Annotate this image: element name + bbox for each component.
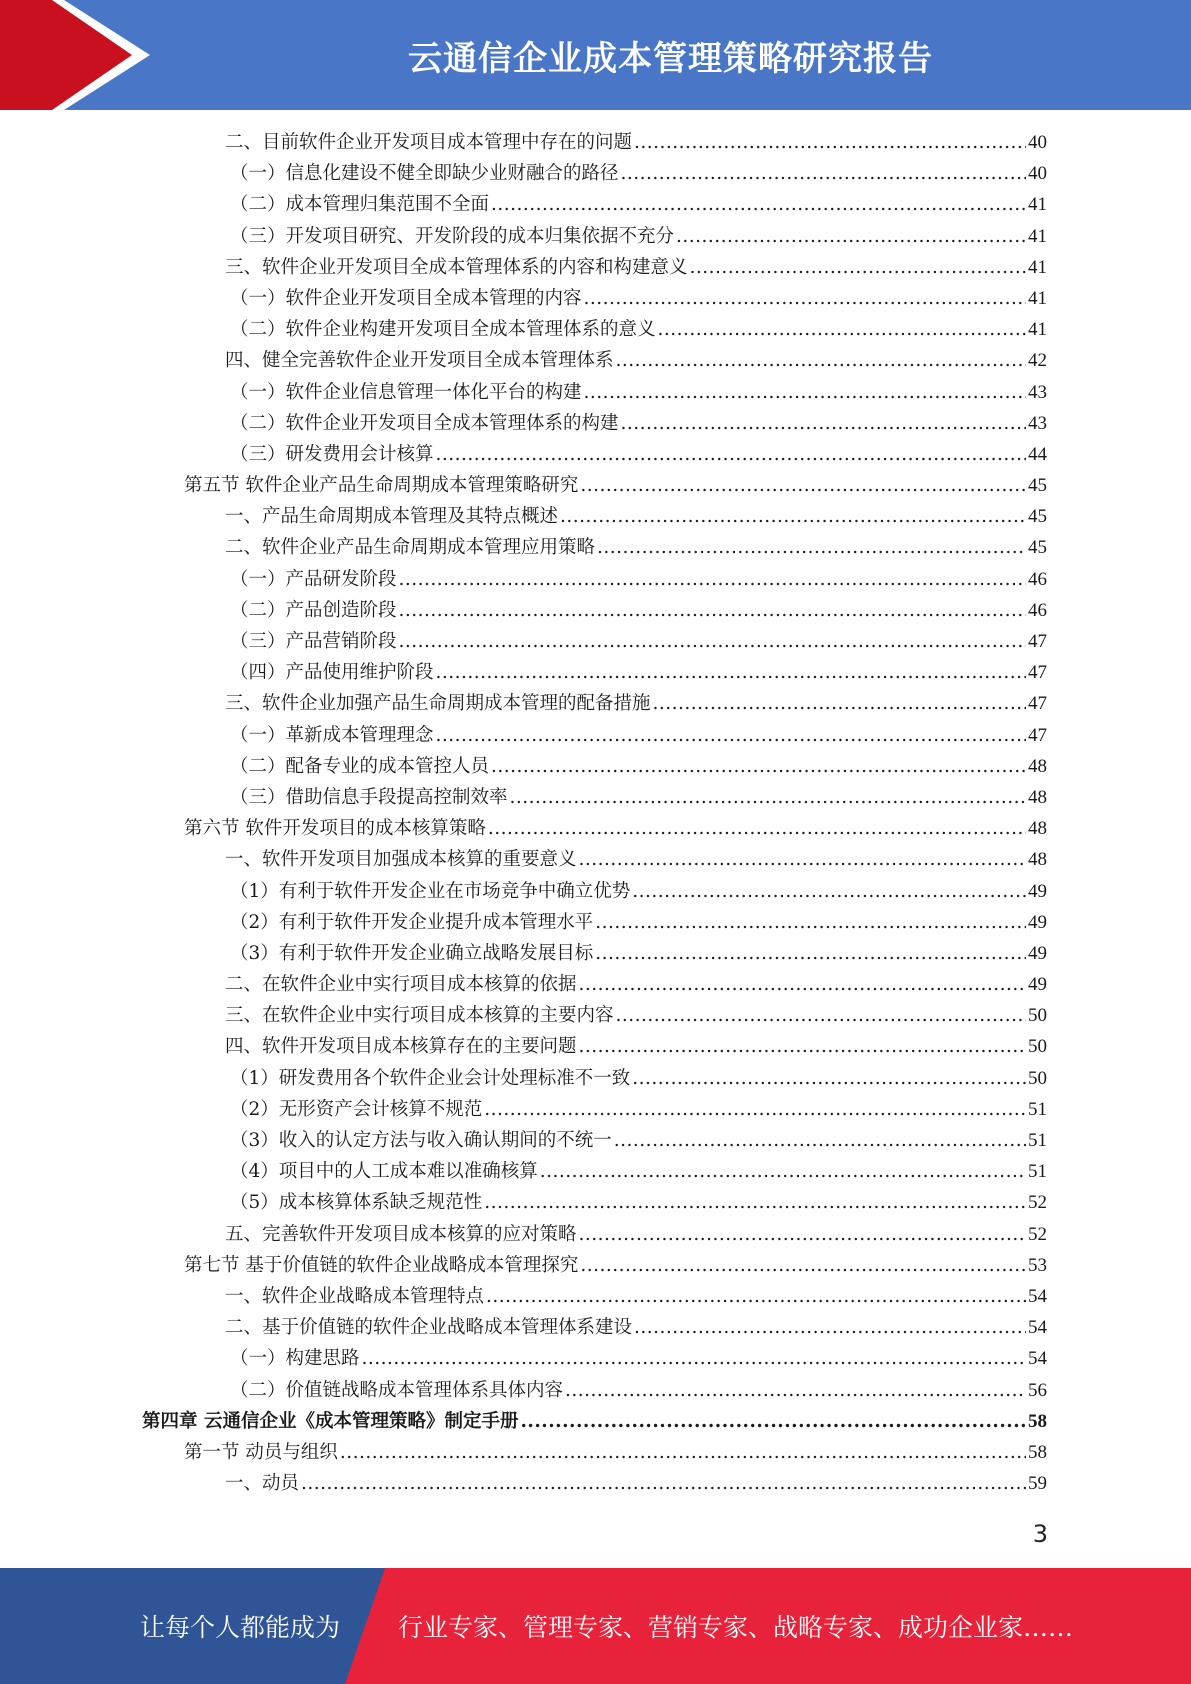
toc-entry-page: 54 xyxy=(1028,1317,1047,1339)
toc-entry-page: 54 xyxy=(1028,1285,1047,1307)
toc-entry[interactable] xyxy=(142,378,1047,409)
toc-entry-page: 58 xyxy=(1028,1410,1047,1432)
toc-entry-page: 49 xyxy=(1028,942,1047,964)
toc-entry-label: （二）产品创造阶段 xyxy=(230,599,397,621)
toc-entry[interactable] xyxy=(142,689,1047,720)
toc-entry[interactable] xyxy=(142,471,1047,502)
toc-dot-leader xyxy=(634,132,1026,153)
toc-dot-leader xyxy=(340,1442,1026,1463)
toc-entry-page: 40 xyxy=(1028,163,1047,185)
toc-entry[interactable] xyxy=(142,596,1047,627)
toc-entry[interactable] xyxy=(142,1126,1047,1157)
toc-dot-leader xyxy=(653,693,1026,714)
toc-entry-label: 一、软件企业战略成本管理特点 xyxy=(225,1285,485,1307)
toc-entry[interactable] xyxy=(142,253,1047,284)
toc-entry-page: 44 xyxy=(1028,443,1047,465)
toc-entry-page: 48 xyxy=(1028,849,1047,871)
toc-entry[interactable] xyxy=(142,877,1047,908)
toc-entry[interactable] xyxy=(142,1095,1047,1126)
toc-entry-page: 49 xyxy=(1028,911,1047,933)
toc-entry-label: 二、在软件企业中实行项目成本核算的依据 xyxy=(225,974,577,996)
toc-entry[interactable] xyxy=(142,721,1047,752)
toc-entry[interactable] xyxy=(142,533,1047,564)
toc-dot-leader xyxy=(399,569,1026,590)
toc-entry-page: 42 xyxy=(1028,350,1047,372)
toc-entry-page: 46 xyxy=(1028,568,1047,590)
toc-dot-leader xyxy=(580,1255,1026,1276)
toc-entry[interactable] xyxy=(142,1001,1047,1032)
toc-entry[interactable] xyxy=(142,346,1047,377)
toc-entry-page: 47 xyxy=(1028,693,1047,715)
toc-entry-page: 50 xyxy=(1028,1036,1047,1058)
toc-dot-leader xyxy=(362,1348,1026,1369)
toc-entry[interactable] xyxy=(142,814,1047,845)
toc-entry-label: 一、动员 xyxy=(225,1473,300,1495)
toc-dot-leader xyxy=(580,475,1026,496)
toc-entry-label: 二、软件企业产品生命周期成本管理应用策略 xyxy=(225,537,596,559)
toc-entry[interactable] xyxy=(142,190,1047,221)
toc-dot-leader xyxy=(301,1473,1026,1494)
report-title: 云通信企业成本管理策略研究报告 xyxy=(408,38,933,79)
toc-entry-label: 四、软件开发项目成本核算存在的主要问题 xyxy=(225,1036,577,1058)
toc-dot-leader xyxy=(540,1161,1026,1182)
toc-dot-leader xyxy=(436,444,1026,465)
toc-entry[interactable] xyxy=(142,1188,1047,1219)
toc-entry-label: （三）研发费用会计核算 xyxy=(230,443,434,465)
toc-entry-label: （3）有利于软件开发企业确立战略发展目标 xyxy=(230,942,594,964)
toc-entry-page: 41 xyxy=(1028,194,1047,216)
toc-dot-leader xyxy=(579,849,1026,870)
toc-dot-leader xyxy=(510,787,1026,808)
toc-entry[interactable] xyxy=(142,845,1047,876)
toc-entry[interactable] xyxy=(142,783,1047,814)
toc-entry-label: （4）项目中的人工成本难以准确核算 xyxy=(230,1161,538,1183)
toc-entry-page: 51 xyxy=(1028,1161,1047,1183)
toc-entry-label: （一）革新成本管理理念 xyxy=(230,724,434,746)
toc-entry-label: （三）产品营销阶段 xyxy=(230,631,397,652)
toc-entry-page: 43 xyxy=(1028,381,1047,403)
toc-entry-label: 第五节 软件企业产品生命周期成本管理策略研究 xyxy=(184,475,579,497)
toc-entry-page: 48 xyxy=(1028,818,1047,840)
toc-entry-label: （二）配备专业的成本管控人员 xyxy=(230,755,490,777)
toc-dot-leader xyxy=(565,1380,1026,1401)
toc-entry[interactable] xyxy=(142,1220,1047,1251)
toc-entry[interactable] xyxy=(142,752,1047,783)
toc-dot-leader xyxy=(484,1192,1026,1213)
toc-entry-page: 47 xyxy=(1028,631,1047,652)
toc-entry[interactable] xyxy=(142,1157,1047,1188)
toc-dot-leader xyxy=(579,1036,1026,1057)
toc-dot-leader xyxy=(491,756,1026,777)
toc-entry-page: 52 xyxy=(1028,1192,1047,1214)
toc-entry-label: 三、软件企业加强产品生命周期成本管理的配备措施 xyxy=(225,693,651,715)
toc-entry[interactable] xyxy=(142,627,1047,658)
toc-entry[interactable] xyxy=(142,1032,1047,1063)
toc-entry[interactable] xyxy=(142,222,1047,253)
toc-entry-label: （三）借助信息手段提高控制效率 xyxy=(230,786,508,808)
toc-dot-leader xyxy=(436,662,1026,683)
toc-dot-leader xyxy=(488,818,1026,839)
toc-entry[interactable] xyxy=(142,128,1047,159)
toc-dot-leader xyxy=(520,1411,1026,1432)
toc-entry-page: 41 xyxy=(1028,256,1047,278)
toc-entry[interactable] xyxy=(142,440,1047,471)
toc-dot-leader xyxy=(621,163,1026,184)
toc-entry-page: 59 xyxy=(1028,1473,1047,1495)
toc-entry[interactable] xyxy=(142,1064,1047,1095)
toc-entry[interactable] xyxy=(142,970,1047,1001)
toc-entry[interactable] xyxy=(142,1344,1047,1375)
toc-entry-page: 40 xyxy=(1028,132,1047,153)
toc-entry-page: 48 xyxy=(1028,786,1047,808)
toc-dot-leader xyxy=(690,257,1026,278)
toc-entry-label: （四）产品使用维护阶段 xyxy=(230,662,434,684)
toc-entry-page: 56 xyxy=(1028,1379,1047,1401)
toc-entry[interactable] xyxy=(142,939,1047,970)
toc-entry-page: 41 xyxy=(1028,287,1047,309)
toc-entry-label: 第一节 动员与组织 xyxy=(184,1441,338,1463)
toc-dot-leader xyxy=(634,1317,1026,1338)
toc-entry-label: （一）软件企业开发项目全成本管理的内容 xyxy=(230,287,582,309)
toc-dot-leader xyxy=(579,974,1026,995)
toc-entry[interactable] xyxy=(142,1313,1047,1344)
toc-dot-leader xyxy=(436,725,1026,746)
toc-dot-leader xyxy=(399,600,1026,621)
toc-entry-label: 一、软件开发项目加强成本核算的重要意义 xyxy=(225,849,577,871)
toc-entry[interactable] xyxy=(142,565,1047,596)
toc-entry-page: 54 xyxy=(1028,1348,1047,1370)
toc-entry[interactable] xyxy=(142,1282,1047,1313)
toc-entry-page: 49 xyxy=(1028,974,1047,996)
toc-entry-label: （1）有利于软件开发企业在市场竞争中确立优势 xyxy=(230,880,631,902)
toc-entry-label: 一、产品生命周期成本管理及其特点概述 xyxy=(225,506,559,528)
toc-entry-page: 48 xyxy=(1028,755,1047,777)
toc-dot-leader xyxy=(621,413,1026,434)
toc-entry-label: 二、目前软件企业开发项目成本管理中存在的问题 xyxy=(225,132,633,153)
toc-entry-label: 四、健全完善软件企业开发项目全成本管理体系 xyxy=(225,350,614,372)
toc-dot-leader xyxy=(676,226,1026,247)
toc-entry-label: （一）信息化建设不健全即缺少业财融合的路径 xyxy=(230,163,619,185)
toc-entry[interactable] xyxy=(142,908,1047,939)
toc-entry[interactable] xyxy=(142,1438,1047,1469)
toc-entry[interactable] xyxy=(142,1407,1047,1438)
toc-entry-page: 47 xyxy=(1028,662,1047,684)
toc-entry-page: 47 xyxy=(1028,724,1047,746)
toc-dot-leader xyxy=(560,506,1026,527)
toc-dot-leader xyxy=(632,881,1026,902)
toc-entry-page: 51 xyxy=(1028,1130,1047,1151)
toc-entry-label: 五、完善软件开发项目成本核算的应对策略 xyxy=(225,1223,577,1245)
toc-dot-leader xyxy=(486,1286,1026,1307)
toc-dot-leader xyxy=(584,288,1026,309)
toc-entry-label: （2）无形资产会计核算不规范 xyxy=(230,1098,483,1120)
toc-entry-page: 53 xyxy=(1028,1254,1047,1276)
toc-entry-label: （三）开发项目研究、开发阶段的成本归集依据不充分 xyxy=(230,225,675,247)
toc-entry-label: （一）产品研发阶段 xyxy=(230,568,397,590)
toc-entry-page: 50 xyxy=(1028,1005,1047,1027)
toc-dot-leader xyxy=(595,943,1026,964)
toc-dot-leader xyxy=(616,1005,1026,1026)
toc-entry-label: （5）成本核算体系缺乏规范性 xyxy=(230,1192,483,1214)
toc-entry-label: 三、软件企业开发项目全成本管理体系的内容和构建意义 xyxy=(225,256,688,278)
toc-entry-page: 41 xyxy=(1028,319,1047,341)
toc-entry-label: 三、在软件企业中实行项目成本核算的主要内容 xyxy=(225,1005,614,1027)
toc-entry-page: 50 xyxy=(1028,1067,1047,1089)
toc-entry-label: 第四章 云通信企业《成本管理策略》制定手册 xyxy=(142,1410,519,1432)
toc-dot-leader xyxy=(616,350,1026,371)
toc-entry-label: （二）软件企业构建开发项目全成本管理体系的意义 xyxy=(230,319,656,341)
toc-entry[interactable] xyxy=(142,284,1047,315)
toc-dot-leader xyxy=(584,382,1026,403)
toc-entry-page: 46 xyxy=(1028,599,1047,621)
toc-entry[interactable] xyxy=(142,1376,1047,1407)
toc-entry[interactable] xyxy=(142,1469,1047,1500)
toc-dot-leader xyxy=(597,537,1026,558)
toc-entry-page: 41 xyxy=(1028,225,1047,247)
toc-entry[interactable] xyxy=(142,502,1047,533)
footer-slogan-right: 行业专家、管理专家、营销专家、战略专家、成功企业家…… xyxy=(398,1613,1074,1642)
toc-dot-leader xyxy=(614,1130,1026,1151)
toc-entry-page: 43 xyxy=(1028,412,1047,434)
toc-entry-label: （一）构建思路 xyxy=(230,1348,360,1370)
toc-entry[interactable] xyxy=(142,658,1047,689)
toc-entry[interactable] xyxy=(142,315,1047,346)
toc-entry-label: （二）软件企业开发项目全成本管理体系的构建 xyxy=(230,412,619,434)
toc-dot-leader xyxy=(399,631,1026,652)
toc-entry[interactable] xyxy=(142,409,1047,440)
toc-entry-label: （二）成本管理归集范围不全面 xyxy=(230,194,490,216)
page-header xyxy=(0,0,1191,110)
toc-entry-label: 第六节 软件开发项目的成本核算策略 xyxy=(184,818,486,840)
toc-entry-label: （1）研发费用各个软件企业会计处理标准不一致 xyxy=(230,1067,631,1089)
toc-entry-label: 第七节 基于价值链的软件企业战略成本管理探究 xyxy=(184,1254,579,1276)
toc-dot-leader xyxy=(491,194,1026,215)
footer-slogan-left: 让每个人都能成为 xyxy=(140,1613,341,1642)
toc-entry-label: （一）软件企业信息管理一体化平台的构建 xyxy=(230,381,582,403)
toc-dot-leader xyxy=(595,912,1026,933)
page-number: 3 xyxy=(1032,1520,1048,1548)
toc-dot-leader xyxy=(579,1224,1026,1245)
toc-entry-page: 45 xyxy=(1028,475,1047,497)
toc-entry-label: （2）有利于软件开发企业提升成本管理水平 xyxy=(230,911,594,933)
toc-entry-page: 45 xyxy=(1028,506,1047,528)
toc-entry-page: 49 xyxy=(1028,880,1047,902)
toc-entry[interactable] xyxy=(142,159,1047,190)
toc-entry-page: 52 xyxy=(1028,1223,1047,1245)
toc-dot-leader xyxy=(484,1099,1026,1120)
toc-entry-label: （3）收入的认定方法与收入确认期间的不统一 xyxy=(230,1130,612,1151)
table-of-contents xyxy=(142,128,1047,1500)
toc-entry-label: 二、基于价值链的软件企业战略成本管理体系建设 xyxy=(225,1317,633,1339)
toc-dot-leader xyxy=(658,319,1026,340)
toc-entry-page: 51 xyxy=(1028,1098,1047,1120)
toc-entry-label: （二）价值链战略成本管理体系具体内容 xyxy=(230,1379,564,1401)
toc-dot-leader xyxy=(632,1068,1026,1089)
toc-entry-page: 58 xyxy=(1028,1441,1047,1463)
toc-entry[interactable] xyxy=(142,1251,1047,1282)
toc-entry-page: 45 xyxy=(1028,537,1047,559)
page-footer xyxy=(0,1568,1191,1684)
